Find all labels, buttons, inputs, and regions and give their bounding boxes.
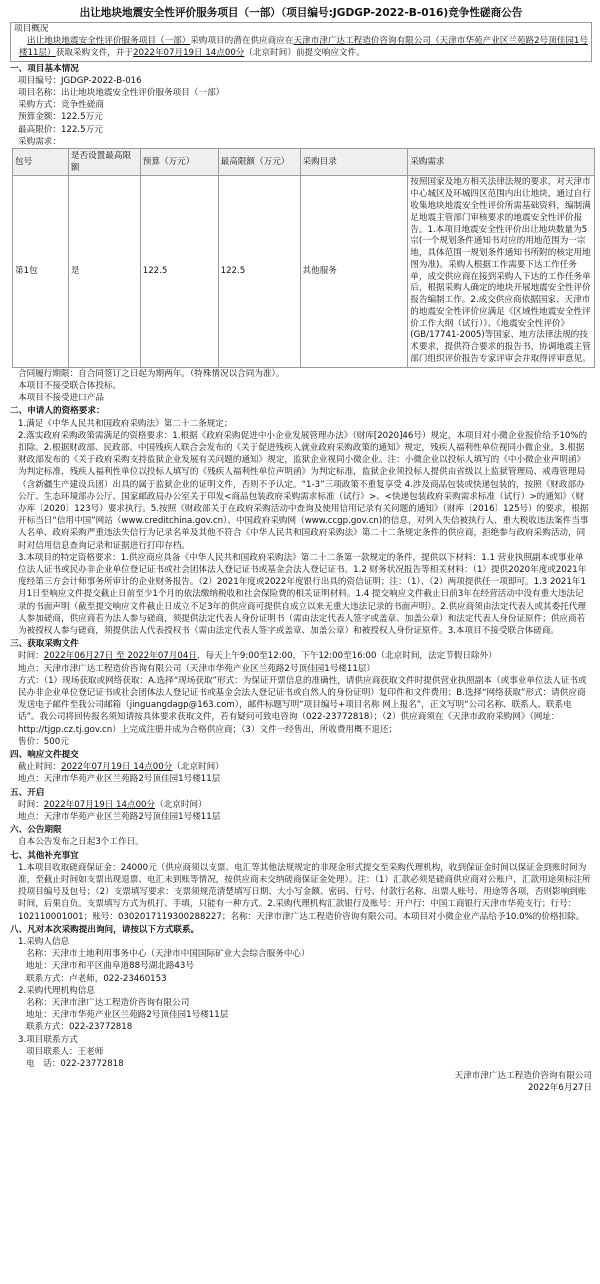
qualification-paragraph: 1.满足《中华人民共和国政府采购法》第二十二条规定； [18,418,233,429]
agency-info [18,997,592,1034]
agency-contact: 联系方式：022-23772818 [26,1022,133,1033]
page-title: 出让地块地震安全性评价服务项目（一部）（项目编号:JGDGP-2022-B-016)竞争性磋商公告 [79,7,523,19]
section-heading-contact: 八、凡对本次采购提出询问，请按以下方式联系。 [10,924,200,935]
obtain-time [18,650,592,662]
submission-place: 地点：天津市华苑产业区兰苑路2号顶佳园1号楼11层 [18,774,221,785]
opening-time-label: 时间： [18,799,44,810]
overview-deadline: 2022年07月19日 14点00分 [133,48,245,59]
purchaser-name: 名称：天津市土地利用事务中心（天津市中国国际矿业大会综合服务中心） [26,949,310,960]
overview-project-name: 出让地块地震安全性评价服务项目（一部） [27,36,191,47]
signature-date: 2022年6月27日 [527,1083,592,1094]
table-cell-requirements: 按照国家及地方相关法律法规的要求，对天津市中心城区及环城四区范围内出让地块，通过自行收集地块地震安全性评价所需基础资料，编制满足地震主管部门审核要求的地震安全性评价报告。1.本项目地震安全性评价出让地块数量为5宗(一个规划条件通知书对应的用地范围为一宗地，具体范围一规划条件通知书所附的核定用地图为准)。采购人根据工作需要下达工作任务单，成交供应商在接到采购人下达的工作任务单后，根据采购人确定的地块开展地震安全性评价报告编制工作。2.成交供应商依据国家、天津市的地震安全性评价应满足《区域性地震安全性评价工作大纲（试行）》、《地震安全性评价》(GB/17741-2005)等国家、地方法律法规的技术要求，提供符合要求的报告书，协调地震主管部门组织评价报告专家评审会并取得评审意见。 [408,176,595,367]
section-heading-qualifications: 二、申请人的资格要求： [10,406,105,417]
obtain-time-label: 时间： [18,651,44,662]
obtain-documents-text [10,650,592,748]
purchaser-title: 1.采购人信息 [18,937,70,948]
contract-notes [10,368,592,405]
table-cell-limit-set: 是 [68,176,140,367]
overview-text-part: （北京时间）前提交响应文件。 [244,48,365,59]
purchaser-contact: 联系方式：卢老师，022-23460153 [26,973,167,984]
qualification-paragraph: 3.本项目的特定资格要求：1.供应商应具备《中华人民共和国政府采购法》第二十二条第一款规定的条件，提供以下材料：1.1 营业执照副本或事业单位法人证书或民办非企业单位登记证书或社会团体法人登记证书或基金会法人登记证书。1.2 财务状况报告等相关材料：（1）提供2020年度或2021年度经第三方会计师事务所审计的企业财务报告。（2）2021年度或2022年度银行出具的资信证明；注：（1）、（2）两项提供任一项即可。1.3 2021年1月1日至响应文件提交截止日前至少1个月的依法缴纳税收和社会保险费的相关证明材料。1.4 提交响应文件截止日前3年在经营活动中没有重大违法记录的书面声明（截至提交响应文件截止日成立不足3年的供应商可提供自成立以来无重大违法记录的书面声明）。2.供应商须由法定代表人或其委托代理人参加磋商，供应商若为法人参与磋商，须提供法定代表人身份证明书（需由法定代表人签字或盖章、加盖公章）和法定代表人身份证原件；供应商若为被授权人参与磋商，须提供法人代表授权书（需由法定代表人签字或盖章、加盖公章）和被授权人身份证原件。3.本项目不接受联合体磋商。 [18,552,587,636]
table-header-cell: 采购目录 [300,149,408,176]
no-import-note: 本项目不接受进口产品 [18,393,104,404]
overview-label: 项目概况 [14,24,49,34]
opening-time-value: 2022年07月19日 14点00分 [43,799,156,810]
max-price: 最高限价：122.5万元 [18,124,103,135]
section-heading-other-matters: 七、其他补充事宜 [10,850,79,861]
procurement-needs-label: 采购需求： [18,136,61,147]
signature-org: 天津市津广达工程造价咨询有限公司 [454,1071,592,1082]
agency-address: 地址：天津市华苑产业区兰苑路2号顶佳园1号楼11层 [26,1010,229,1021]
project-name: 项目名称：出让地块地震安全性评价服务项目（一部） [18,88,225,99]
deadline-value: 2022年07月19日 14点00分 [60,762,173,773]
table-cell-budget: 122.5 [140,176,218,367]
opening-text [10,799,592,823]
deadline-timezone: （北京时间） [172,762,224,773]
section-heading-obtain-documents: 三、获取采购文件 [10,639,79,650]
agency-title: 2.采购代理机构信息 [18,985,95,996]
table-header-cell: 是否设置最高限额 [68,149,140,176]
project-contact-info [18,1046,592,1070]
purchaser-info [18,948,592,985]
opening-place: 地点：天津市华苑产业区兰苑路2号顶佳园1号楼11层 [18,812,221,822]
overview-text-part: 获取采购文件，并于 [55,48,134,59]
table-cell-package: 第1包 [13,176,69,367]
table-header-cell: 采购需求 [408,149,595,176]
no-consortium-note: 本项目不接受联合体投标。 [18,380,122,391]
basic-info-list [10,75,592,148]
obtain-time-detail: ，每天上午9:00至12:00，下午12:00至16:00（北京时间，法定节假日除外） [196,651,497,662]
overview-text-part: 采购项目的潜在供应商应在 [190,36,294,47]
project-number: 项目编号：JGDGP-2022-B-016 [18,75,142,86]
table-header-cell: 预算（万元） [140,149,218,176]
table-header-row [13,149,595,176]
obtain-place: 地点：天津市津广达工程造价咨询有限公司（天津市华苑产业区兰苑路2号顶佳园1号楼11层） [18,663,376,674]
contract-period: 合同履行期限：自合同签订之日起为期两年。（特殊情况以合同为准）。 [18,368,285,379]
project-contact-phone: 电 话：022-23772818 [26,1059,124,1070]
submission-text [10,761,592,785]
overview-agency: 天津市津广达工程造价咨询有限公司（天津市华苑产业区兰苑路2号顶佳园1号楼11层） [19,36,588,59]
obtain-time-value: 2022年06月27日 至 2022年07月04日 [43,651,197,662]
procurement-method: 采购方式：竞争性磋商 [18,100,104,111]
qualifications-text [10,418,592,638]
announcement-page [10,0,592,1095]
signature-block [10,1070,592,1094]
project-contact-title: 3.项目联系方式 [18,1034,78,1045]
table-cell-catalog: 其他服务 [300,176,408,367]
section-heading-basic-info: 一、项目基本情况 [10,63,79,74]
table-header-cell: 最高限额（万元） [218,149,300,176]
other-matters-text: 1.本项目收取磋商保证金：24000元（供应商须以支票、电汇等其他法规规定的非现金形式提交至采购代理机构，收到保证金时间以保证金到账时间为准，至截止时间如支票出现退票、电汇未到账等情况，按供应商未交纳磋商保证金处理）。注：（1）汇款必须是磋商供应商对公账户，汇款用途须标注所投项目编号及包号；（2）支票填写要求：支票须规范清楚填写日期、大小写金额、密码、行号、付款行名称、出票人账号、用途等各项，否则影响到账时间，后果自负。支票填写方式为机打、手填，只能有一种方式。2.采购代理机构汇款银行及账号：开户行：中国工商银行天津市华苑支行；行号：102110001001；账号：0302017119300288227；名称：天津市津广达工程造价咨询有限公司。本项目对小微企业产品给予10.0%的价格扣除。 [18,862,591,922]
qualification-paragraph: 2.落实政府采购政策需满足的资格要求：1.根据《政府采购促进中小企业发展管理办法》（财库[2020]46号）规定，本项目对小微企业报价给予10%的扣除。2.根据财政部、民政部、中国残疾人联合会发布的《关于促进残疾人就业政府采购政策的通知》规定，残疾人福利性单位视同小微企业。3.根据财政部发布的《关于政府采购支持监狱企业发展有关问题的通知》规定，监狱企业视同小微企业。注：小微企业以投标人填写的《中小微企业声明函》为判定标准，残疾人福利性单位以投标人填写的《残疾人福利性单位声明函》为判定标准，监狱企业须投标人提供由省级以上监狱管理局、戒毒管理局（含新疆生产建设兵团）出具的属于监狱企业的证明文件，否则不予认定。“1-3”三项政策不重复享受 4.涉及商品包装或快递包装的，按照《财政部办公厅、生态环境部办公厅、国家邮政局办公室关于印发<商品包装政府采购需求标准（试行）>、<快递包装政府采购需求标准（试行）>的通知》（财办库〔2020〕123号）要求执行。5.按照《财政部关于在政府采购活动中查询及使用信用记录有关问题的通知》（财库〔2016〕125号）的要求，根据开标当日“信用中国”网站（www.creditchina.gov.cn）、中国政府采购网（www.ccgp.gov.cn)的信息，对列入失信被执行人、重大税收违法案件当事人名单、政府采购严重违法失信行为记录名单及其他不符合《中华人民共和国政府采购法》第二十二条规定条件的供应商，拒绝参与政府采购活动，同时对信用信息查询记录和证据进行打印存档。 [18,430,589,551]
purchaser-address: 地址：天津市和平区曲阜道88号湖北路43号 [26,961,194,972]
document-price: 售价：500元 [18,736,69,747]
obtain-method: 方式：（1）现场获取或网络获取：A.选择“现场获取”形式：为保证开票信息的准确性，请供应商获取文件时提供营业执照副本（或事业单位法人证书或民办非企业单位登记证书或社会团体法人登记证书或基金会法人登记证书或自然人的身份证明）复印件和文件费用；B.选择“网络获取”形式：请供应商发送电子邮件至我公司邮箱（jinguangdagp@163.com），邮件标题写明“项目编号+项目名称 网上报名”，正文写明“公司名称、联系人、联系电话”。我公司将回传报名须知请按具体要求获取文件，若有疑问可致电咨询（022-23772818）；（2）供应商须在《天津市政府采购网》（网址：http://tjgp.cz.tj.gov.cn）上完成注册并成为合格供应商；（3）文件一经售出，所收费用概不退还； [18,675,587,735]
contact-info [10,936,592,1070]
section-heading-opening: 五、开启 [10,787,45,798]
project-contact-person: 项目联系人：王老师 [26,1046,104,1057]
deadline-label: 截止时间： [18,762,61,773]
submission-deadline [18,761,592,773]
section-heading-announcement-period: 六、公告期限 [10,825,62,836]
table-row [13,176,595,367]
budget-amount: 预算金额：122.5万元 [18,112,103,123]
table-cell-max-limit: 122.5 [218,176,300,367]
project-overview-box [10,22,592,62]
opening-time [18,799,592,811]
agency-name: 名称：天津市津广达工程造价咨询有限公司 [26,998,190,1009]
procurement-table [12,148,595,368]
table-header-cell: 包号 [13,149,69,176]
opening-timezone: （北京时间） [155,799,207,810]
overview-text [11,35,591,60]
announcement-period-text: 自本公告发布之日起3个工作日。 [18,837,144,848]
section-heading-submission: 四、响应文件提交 [10,749,79,760]
